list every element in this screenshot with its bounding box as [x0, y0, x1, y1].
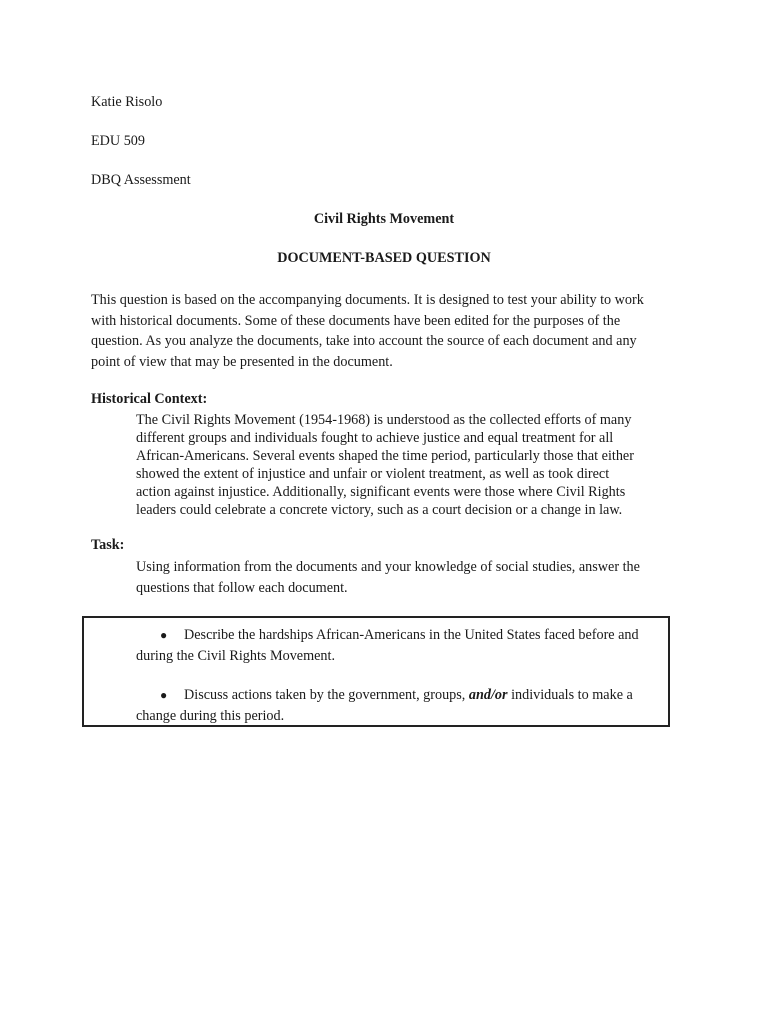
question-line: Describe the hardships African-Americans in the United States faced before and — [184, 627, 639, 643]
bullet-icon: ● — [160, 628, 168, 642]
author-name: Katie Risolo — [91, 94, 163, 110]
intro-line: with historical documents. Some of these documents have been edited for the purposes of the — [91, 312, 621, 329]
context-line: leaders could celebrate a concrete victory, such as a court decision or a change in law. — [136, 502, 623, 518]
assignment-name: DBQ Assessment — [91, 172, 191, 188]
intro-paragraph — [91, 290, 691, 372]
question-line — [184, 685, 633, 706]
context-line: action against injustice. Additionally, significant events were those where Civil Rights — [136, 484, 626, 500]
question-text: Discuss actions taken by the government, groups, — [184, 687, 469, 703]
task-line: Using information from the documents and your knowledge of social studies, answer the — [136, 559, 640, 575]
course-code: EDU 509 — [91, 133, 145, 149]
document-title: Civil Rights Movement — [313, 211, 455, 227]
context-line: African-Americans. Several events shaped the time period, particularly those that either — [136, 448, 634, 464]
context-line: showed the extent of injustice and unfair or violent treatment, as well as took direct — [136, 466, 610, 482]
intro-line: This question is based on the accompanying documents. It is designed to test your ability to work — [91, 292, 644, 308]
question-text: individuals to make a — [507, 687, 633, 703]
bullet-icon: ● — [160, 688, 168, 702]
question-line: change during this period. — [136, 707, 285, 724]
task-line: questions that follow each document. — [136, 579, 348, 596]
intro-line: point of view that may be presented in the document. — [91, 353, 393, 370]
question-item-hardships — [136, 625, 639, 666]
historical-context-paragraph — [136, 411, 696, 519]
document-subtitle: DOCUMENT-BASED QUESTION — [277, 250, 491, 266]
question-item-actions — [136, 685, 633, 726]
intro-line: question. As you analyze the documents, take into account the source of each document and any — [91, 333, 637, 349]
context-line: different groups and individuals fought to achieve justice and equal treatment for all — [136, 430, 614, 446]
emphasis-text: and/or — [468, 687, 508, 703]
task-paragraph — [136, 557, 696, 598]
question-line: during the Civil Rights Movement. — [136, 647, 336, 664]
context-line: The Civil Rights Movement (1954-1968) is understood as the collected efforts of many — [136, 412, 632, 428]
task-heading: Task: — [91, 537, 125, 553]
task-questions-box — [82, 616, 670, 727]
historical-context-heading: Historical Context: — [91, 391, 208, 407]
